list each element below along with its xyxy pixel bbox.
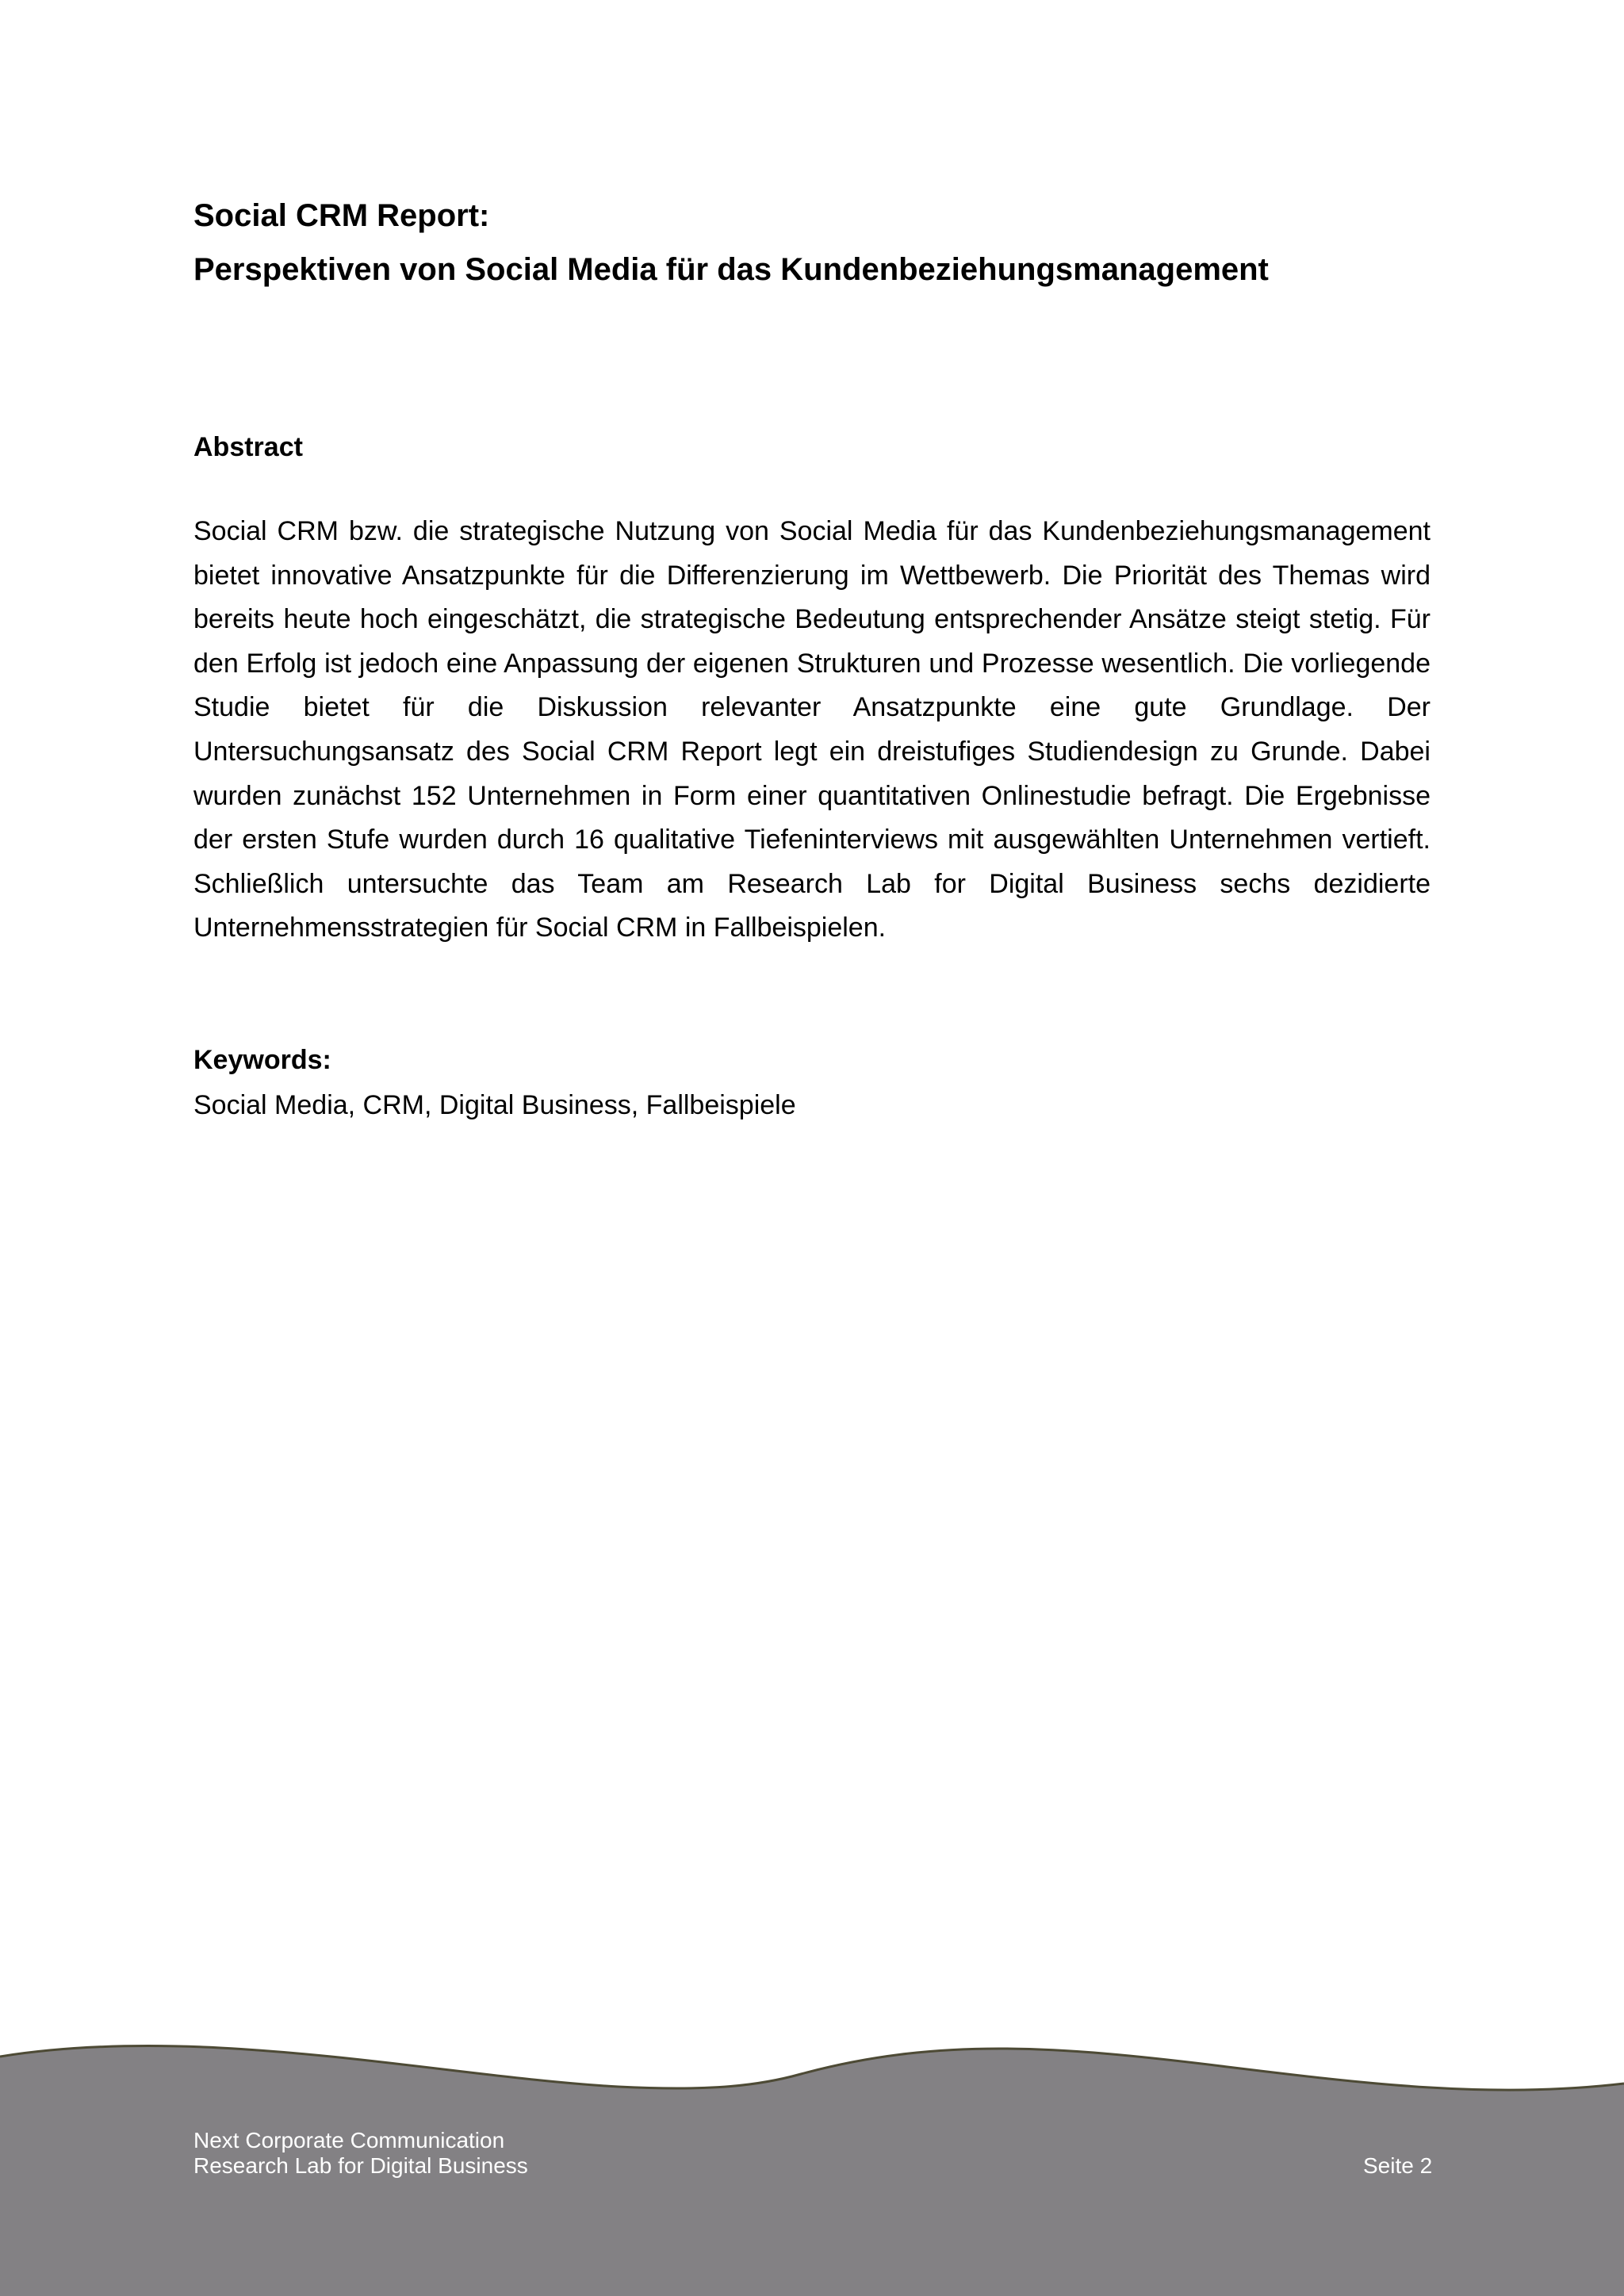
- abstract-heading: Abstract: [193, 432, 303, 462]
- footer-organization: [193, 2128, 528, 2179]
- keywords-text: Social Media, CRM, Digital Business, Fallbeispiele: [193, 1090, 796, 1120]
- footer-line-2: Research Lab for Digital Business: [193, 2153, 528, 2178]
- title-line-2: Perspektiven von Social Media für das Kundenbeziehungsmanagement: [193, 252, 1269, 287]
- document-title: [193, 189, 1269, 297]
- footer-line-1: Next Corporate Communication: [193, 2128, 505, 2152]
- abstract-text: Social CRM bzw. die strategische Nutzung von Social Media für das Kundenbeziehungsmanagement bietet innovative Ansatzpunkte für die Differenzierung im Wettbewerb. Die Priorität des Themas wird bereits heute hoch eingeschätzt, die strategische Bedeutung entsprechender Ansätze steigt stetig. Für den Erfolg ist jedoch eine Anpassung der eigenen Strukturen und Prozesse wesentlich. Die vorliegende Studie bietet für die Diskussion relevanter Ansatzpunkte eine gute Grundlage. Der Untersuchungsansatz des Social CRM Report legt ein dreistufiges Studiendesign zu Grunde. Dabei wurden zunächst 152 Unternehmen in Form einer quantitativen Onlinestudie befragt. Die Ergebnisse der ersten Stufe wurden durch 16 qualitative Tiefeninterviews mit ausgewählten Unternehmen vertieft. Schließlich untersuchte das Team am Research Lab for Digital Business sechs dezidierte Unternehmensstrategien für Social CRM in Fallbeispielen.: [193, 516, 1431, 943]
- page-footer: [0, 2030, 1624, 2296]
- page-number: Seite 2: [1363, 2153, 1433, 2178]
- title-line-1: Social CRM Report:: [193, 198, 490, 233]
- keywords-heading: Keywords:: [193, 1045, 331, 1075]
